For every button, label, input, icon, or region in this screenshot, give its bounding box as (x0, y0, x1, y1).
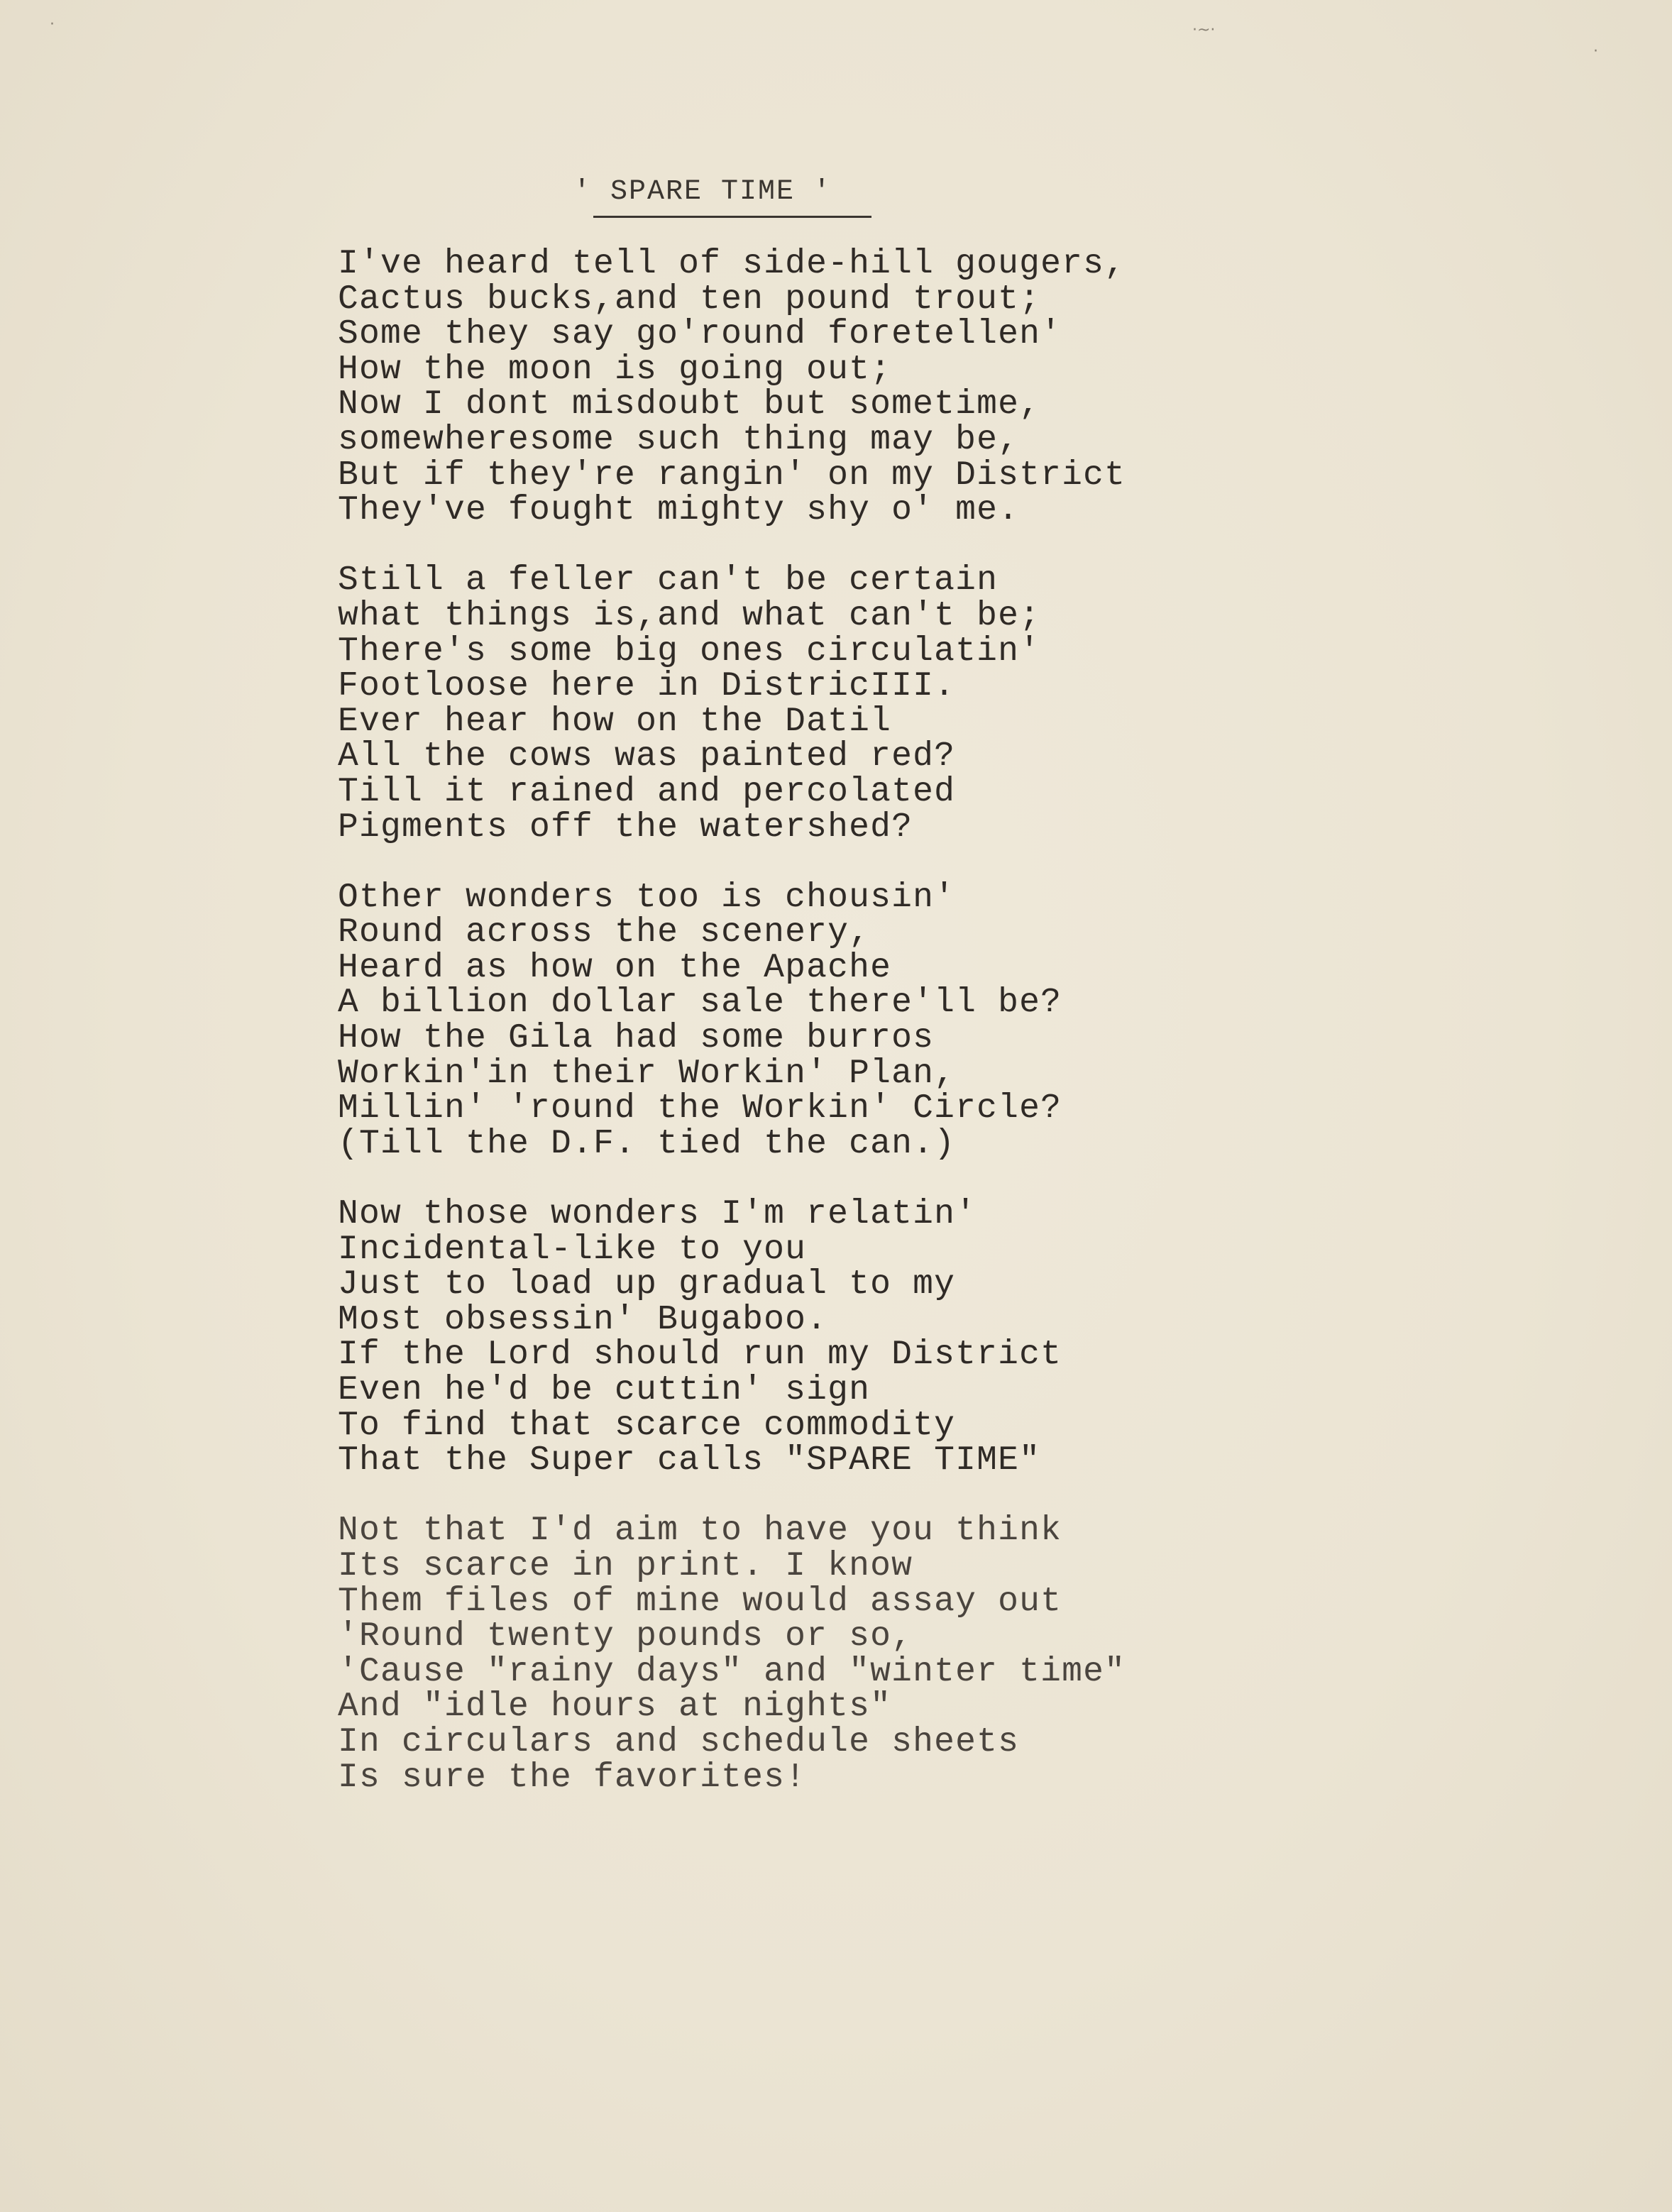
stray-mark: · (1593, 43, 1598, 60)
poem-line: somewheresome such thing may be, (338, 420, 1020, 459)
stanza-2 (338, 563, 1544, 845)
poem-line: Now those wonders I'm relatin' (338, 1195, 977, 1234)
poem-title: ' SPARE TIME ' (573, 176, 832, 208)
poem-line: Heard as how on the Apache (338, 948, 892, 987)
poem-line: Some they say go'round foretellen' (338, 315, 1062, 354)
stanza-1 (338, 247, 1544, 529)
poem-line: If the Lord should run my District (338, 1336, 1062, 1375)
stanza-3 (338, 878, 1544, 1163)
poem-line: Round across the scenery, (338, 913, 871, 952)
poem-line: 'Cause "rainy days" and "winter time" (338, 1652, 1126, 1691)
poem-line: All the cows was painted red? (338, 737, 956, 776)
poem-line: A billion dollar sale there'll be? (338, 984, 1062, 1023)
poem-line: There's some big ones circulatin' (338, 632, 1041, 671)
poem-line: Millin' 'round the Workin' Circle? (338, 1089, 1062, 1128)
title-underline (593, 216, 871, 218)
poem-line: Just to load up gradual to my (338, 1265, 956, 1304)
poem-line: 'Round twenty pounds or so, (338, 1617, 913, 1656)
poem-line: And "idle hours at nights" (338, 1688, 892, 1727)
poem-line: How the moon is going out; (338, 350, 892, 389)
poem-line: To find that scarce commodity (338, 1406, 956, 1445)
poem-line: Cactus bucks,and ten pound trout; (338, 280, 1041, 319)
stray-mark: ·~· (1192, 21, 1216, 39)
poem-line: Most obsessin' Bugaboo. (338, 1300, 828, 1339)
stray-mark: · (50, 16, 55, 33)
stanza-4 (338, 1197, 1544, 1479)
poem-line: Incidental-like to you (338, 1230, 807, 1269)
poem-line: In circulars and schedule sheets (338, 1722, 1020, 1761)
poem-line: Footloose here in DistricIII. (338, 667, 956, 706)
poem-line: Ever hear how on the Datil (338, 702, 892, 741)
poem-line: (Till the D.F. tied the can.) (338, 1124, 956, 1163)
poem-line: Pigments off the watershed? (338, 808, 913, 847)
poem-line: I've heard tell of side-hill gougers, (338, 245, 1126, 283)
poem-line: Now I dont misdoubt but sometime, (338, 385, 1041, 424)
poem-line: That the Super calls "SPARE TIME" (338, 1441, 1041, 1480)
poem-line: Other wonders too is chousin' (338, 878, 956, 917)
poem-line: Is sure the favorites! (338, 1758, 807, 1797)
stanza-5 (338, 1514, 1544, 1795)
poem-line: Still a feller can't be certain (338, 561, 999, 600)
poem-line: Its scarce in print. I know (338, 1546, 913, 1585)
poem-line: They've fought mighty shy o' me. (338, 491, 1020, 530)
poem-line: But if they're rangin' on my District (338, 456, 1126, 495)
poem-line: what things is,and what can't be; (338, 596, 1041, 635)
poem-line: Even he'd be cuttin' sign (338, 1371, 871, 1409)
poem-line: Workin'in their Workin' Plan, (338, 1054, 956, 1093)
poem-line: Not that I'd aim to have you think (338, 1512, 1062, 1551)
poem-body (338, 247, 1544, 1831)
poem-line: How the Gila had some burros (338, 1019, 935, 1058)
poem-line: Till it rained and percolated (338, 772, 956, 811)
poem-line: Them files of mine would assay out (338, 1582, 1062, 1621)
